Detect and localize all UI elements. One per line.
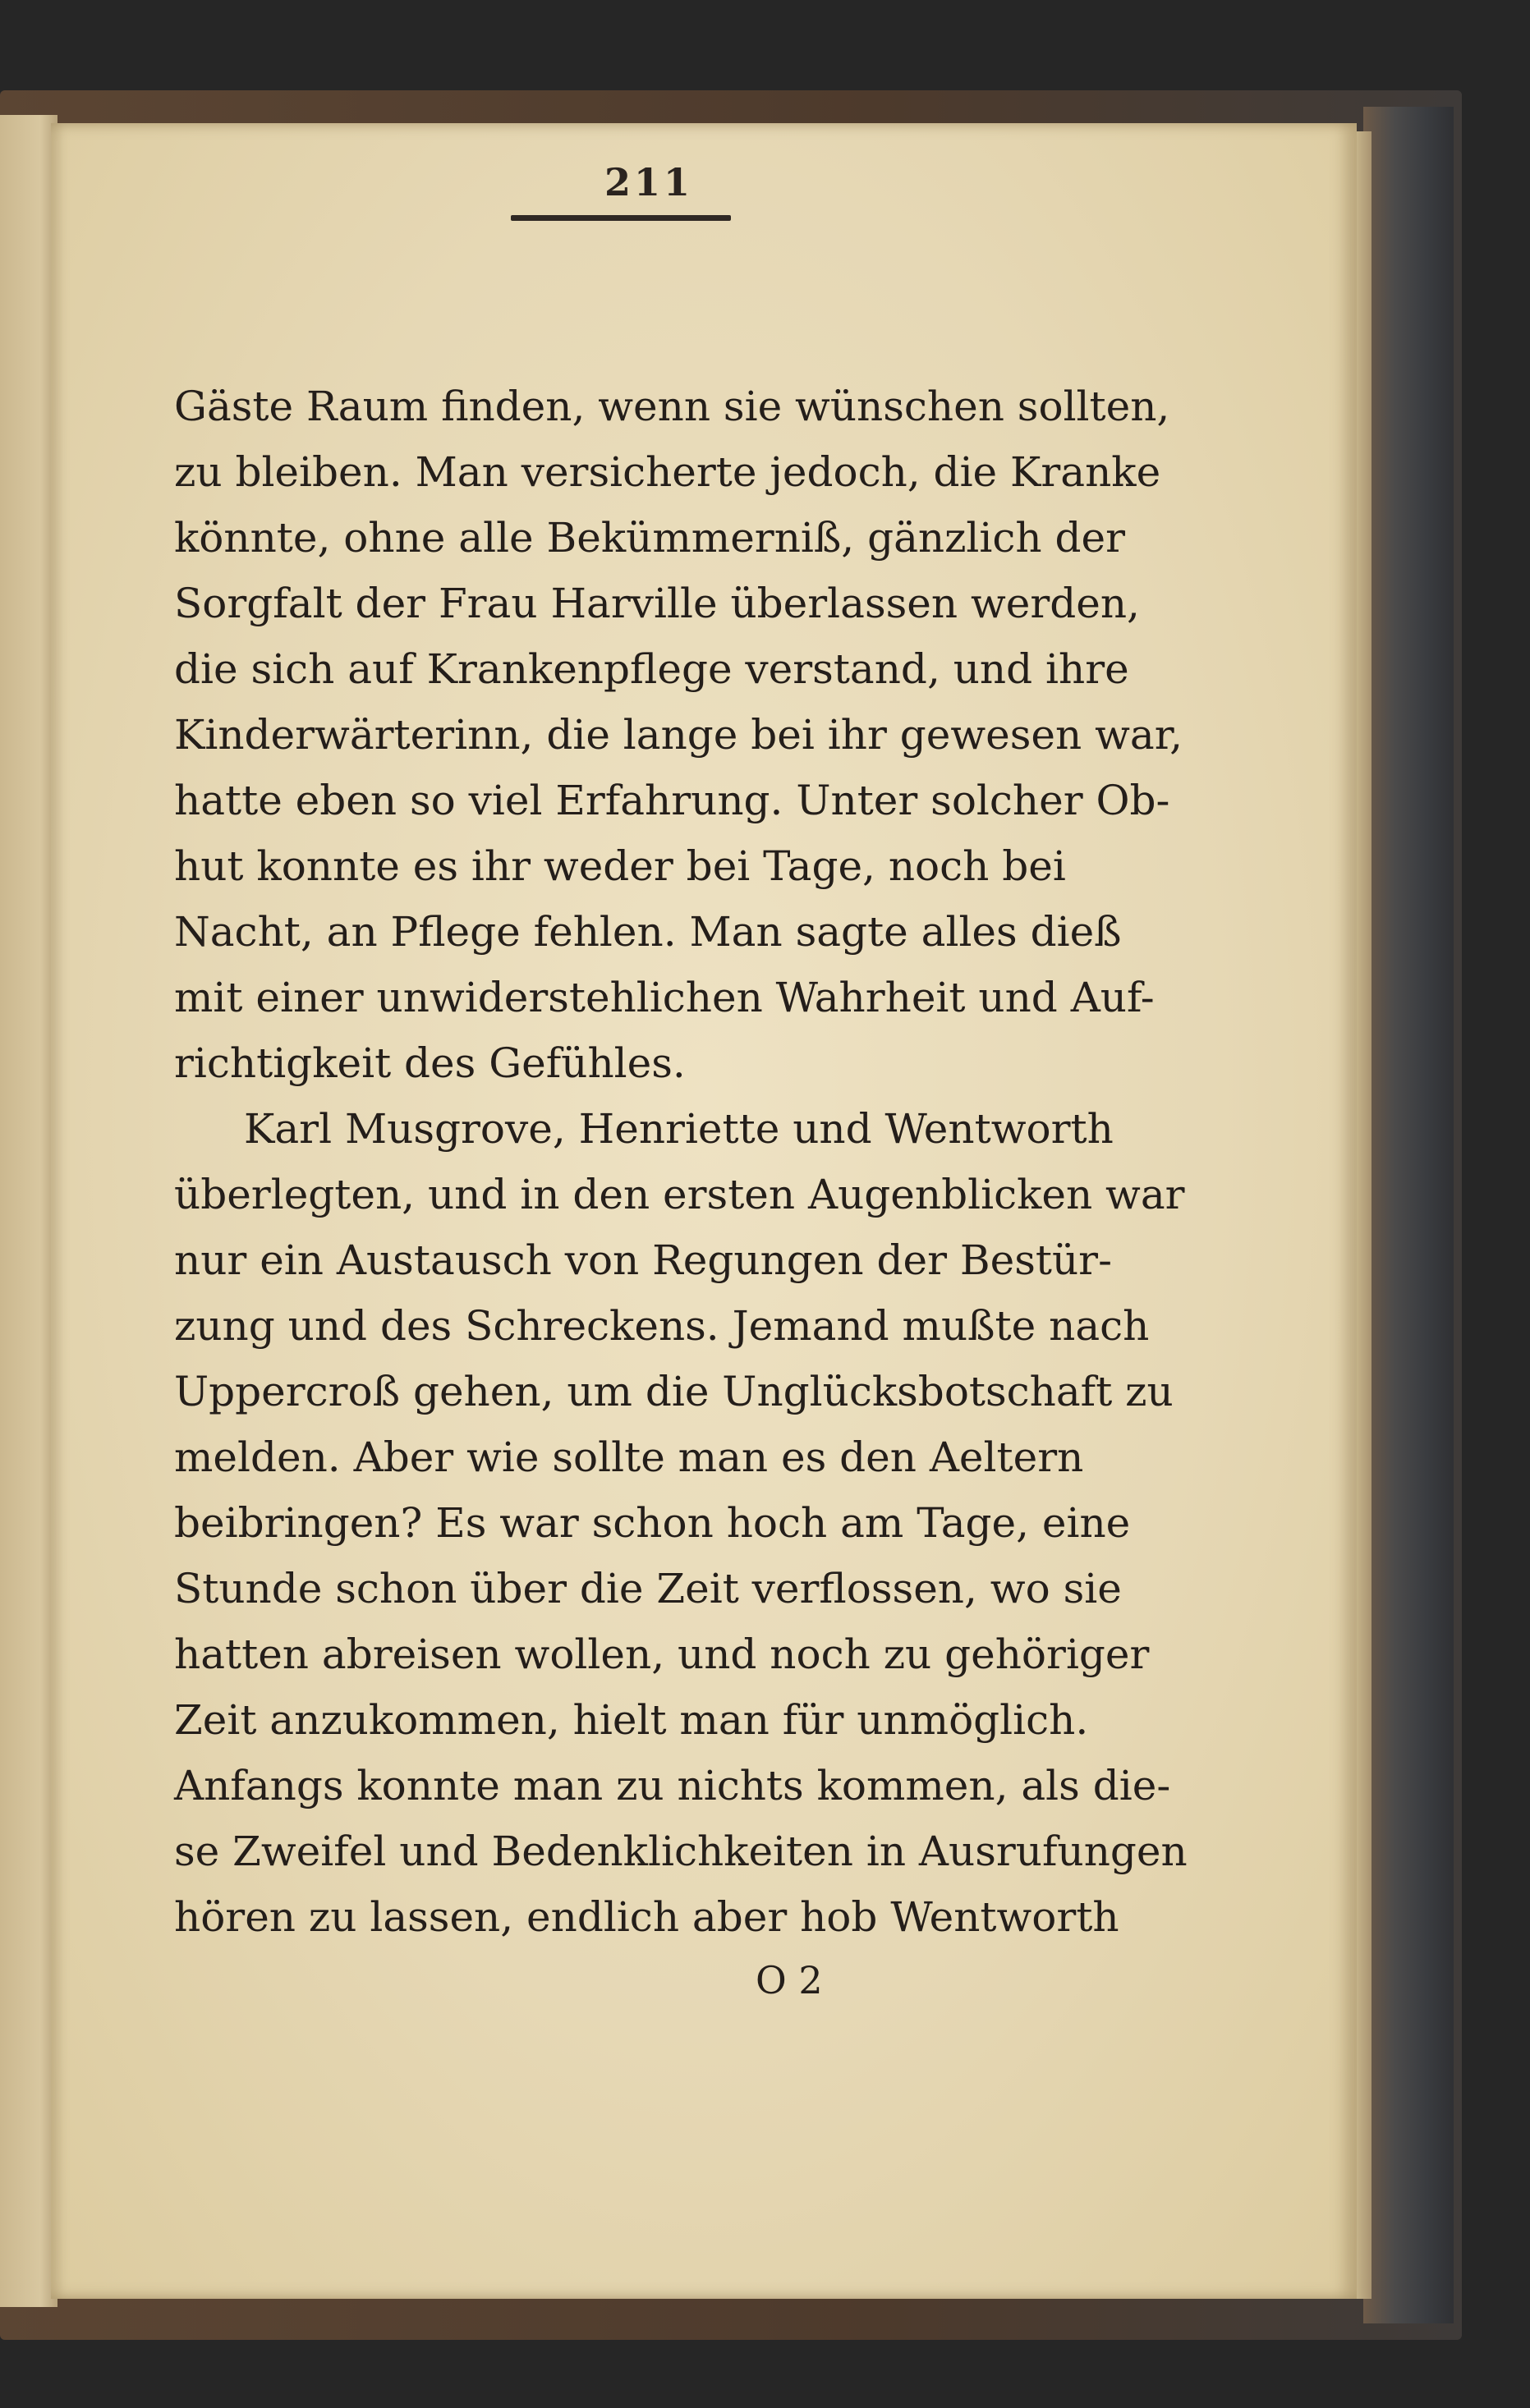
page-number: 211 — [604, 160, 694, 204]
text-line: se Zweifel und Bedenklichkeiten in Ausrufungen — [174, 1828, 1188, 1875]
printer-signature: O 2 — [756, 1958, 823, 2002]
header-rule — [511, 215, 731, 221]
text-line: hatten abreisen wollen, und noch zu gehöriger — [174, 1631, 1150, 1678]
text-line: Sorgfalt der Frau Harville überlassen werden, — [174, 580, 1140, 627]
text-line: Zeit anzukommen, hielt man für unmöglich. — [174, 1696, 1089, 1744]
text-line: Gäste Raum finden, wenn sie wünschen sollten, — [174, 383, 1170, 430]
body-text — [174, 374, 1188, 1950]
text-line: hören zu lassen, endlich aber hob Wentworth — [174, 1893, 1119, 1941]
text-line: beibringen? Es war schon hoch am Tage, eine — [174, 1499, 1131, 1547]
text-line: hatte eben so viel Erfahrung. Unter solcher Ob- — [174, 777, 1170, 824]
facing-page-edge — [0, 115, 57, 2307]
text-line: Uppercroß gehen, um die Unglücksbotschaft zu — [174, 1368, 1174, 1415]
text-line: hut konnte es ihr weder bei Tage, noch bei — [174, 842, 1066, 890]
text-line: nur ein Austausch von Regungen der Bestür- — [174, 1236, 1112, 1284]
text-line: zung und des Schreckens. Jemand mußte nach — [174, 1302, 1150, 1350]
text-line: mit einer unwiderstehlichen Wahrheit und Auf- — [174, 974, 1155, 1021]
text-line: die sich auf Krankenpflege verstand, und ihre — [174, 645, 1129, 693]
paragraph — [174, 1096, 1188, 1950]
text-line: richtigkeit des Gefühles. — [174, 1039, 686, 1087]
text-line: melden. Aber wie sollte man es den Aeltern — [174, 1433, 1084, 1481]
text-line: Anfangs konnte man zu nichts kommen, als die- — [174, 1762, 1171, 1809]
text-line: Nacht, an Pflege fehlen. Man sagte alles dieß — [174, 908, 1122, 956]
cover-edge — [1363, 107, 1454, 2323]
text-line: könnte, ohne alle Bekümmerniß, gänzlich der — [174, 514, 1126, 562]
text-line: überlegten, und in den ersten Augenblicken war — [174, 1171, 1185, 1218]
text-line: Karl Musgrove, Henriette und Wentworth — [244, 1105, 1114, 1153]
text-line: Stunde schon über die Zeit verflossen, wo sie — [174, 1565, 1122, 1612]
text-line: zu bleiben. Man versicherte jedoch, die Kranke — [174, 448, 1161, 496]
paragraph — [174, 374, 1183, 1096]
text-line: Kinderwärterinn, die lange bei ihr gewesen war, — [174, 711, 1183, 759]
